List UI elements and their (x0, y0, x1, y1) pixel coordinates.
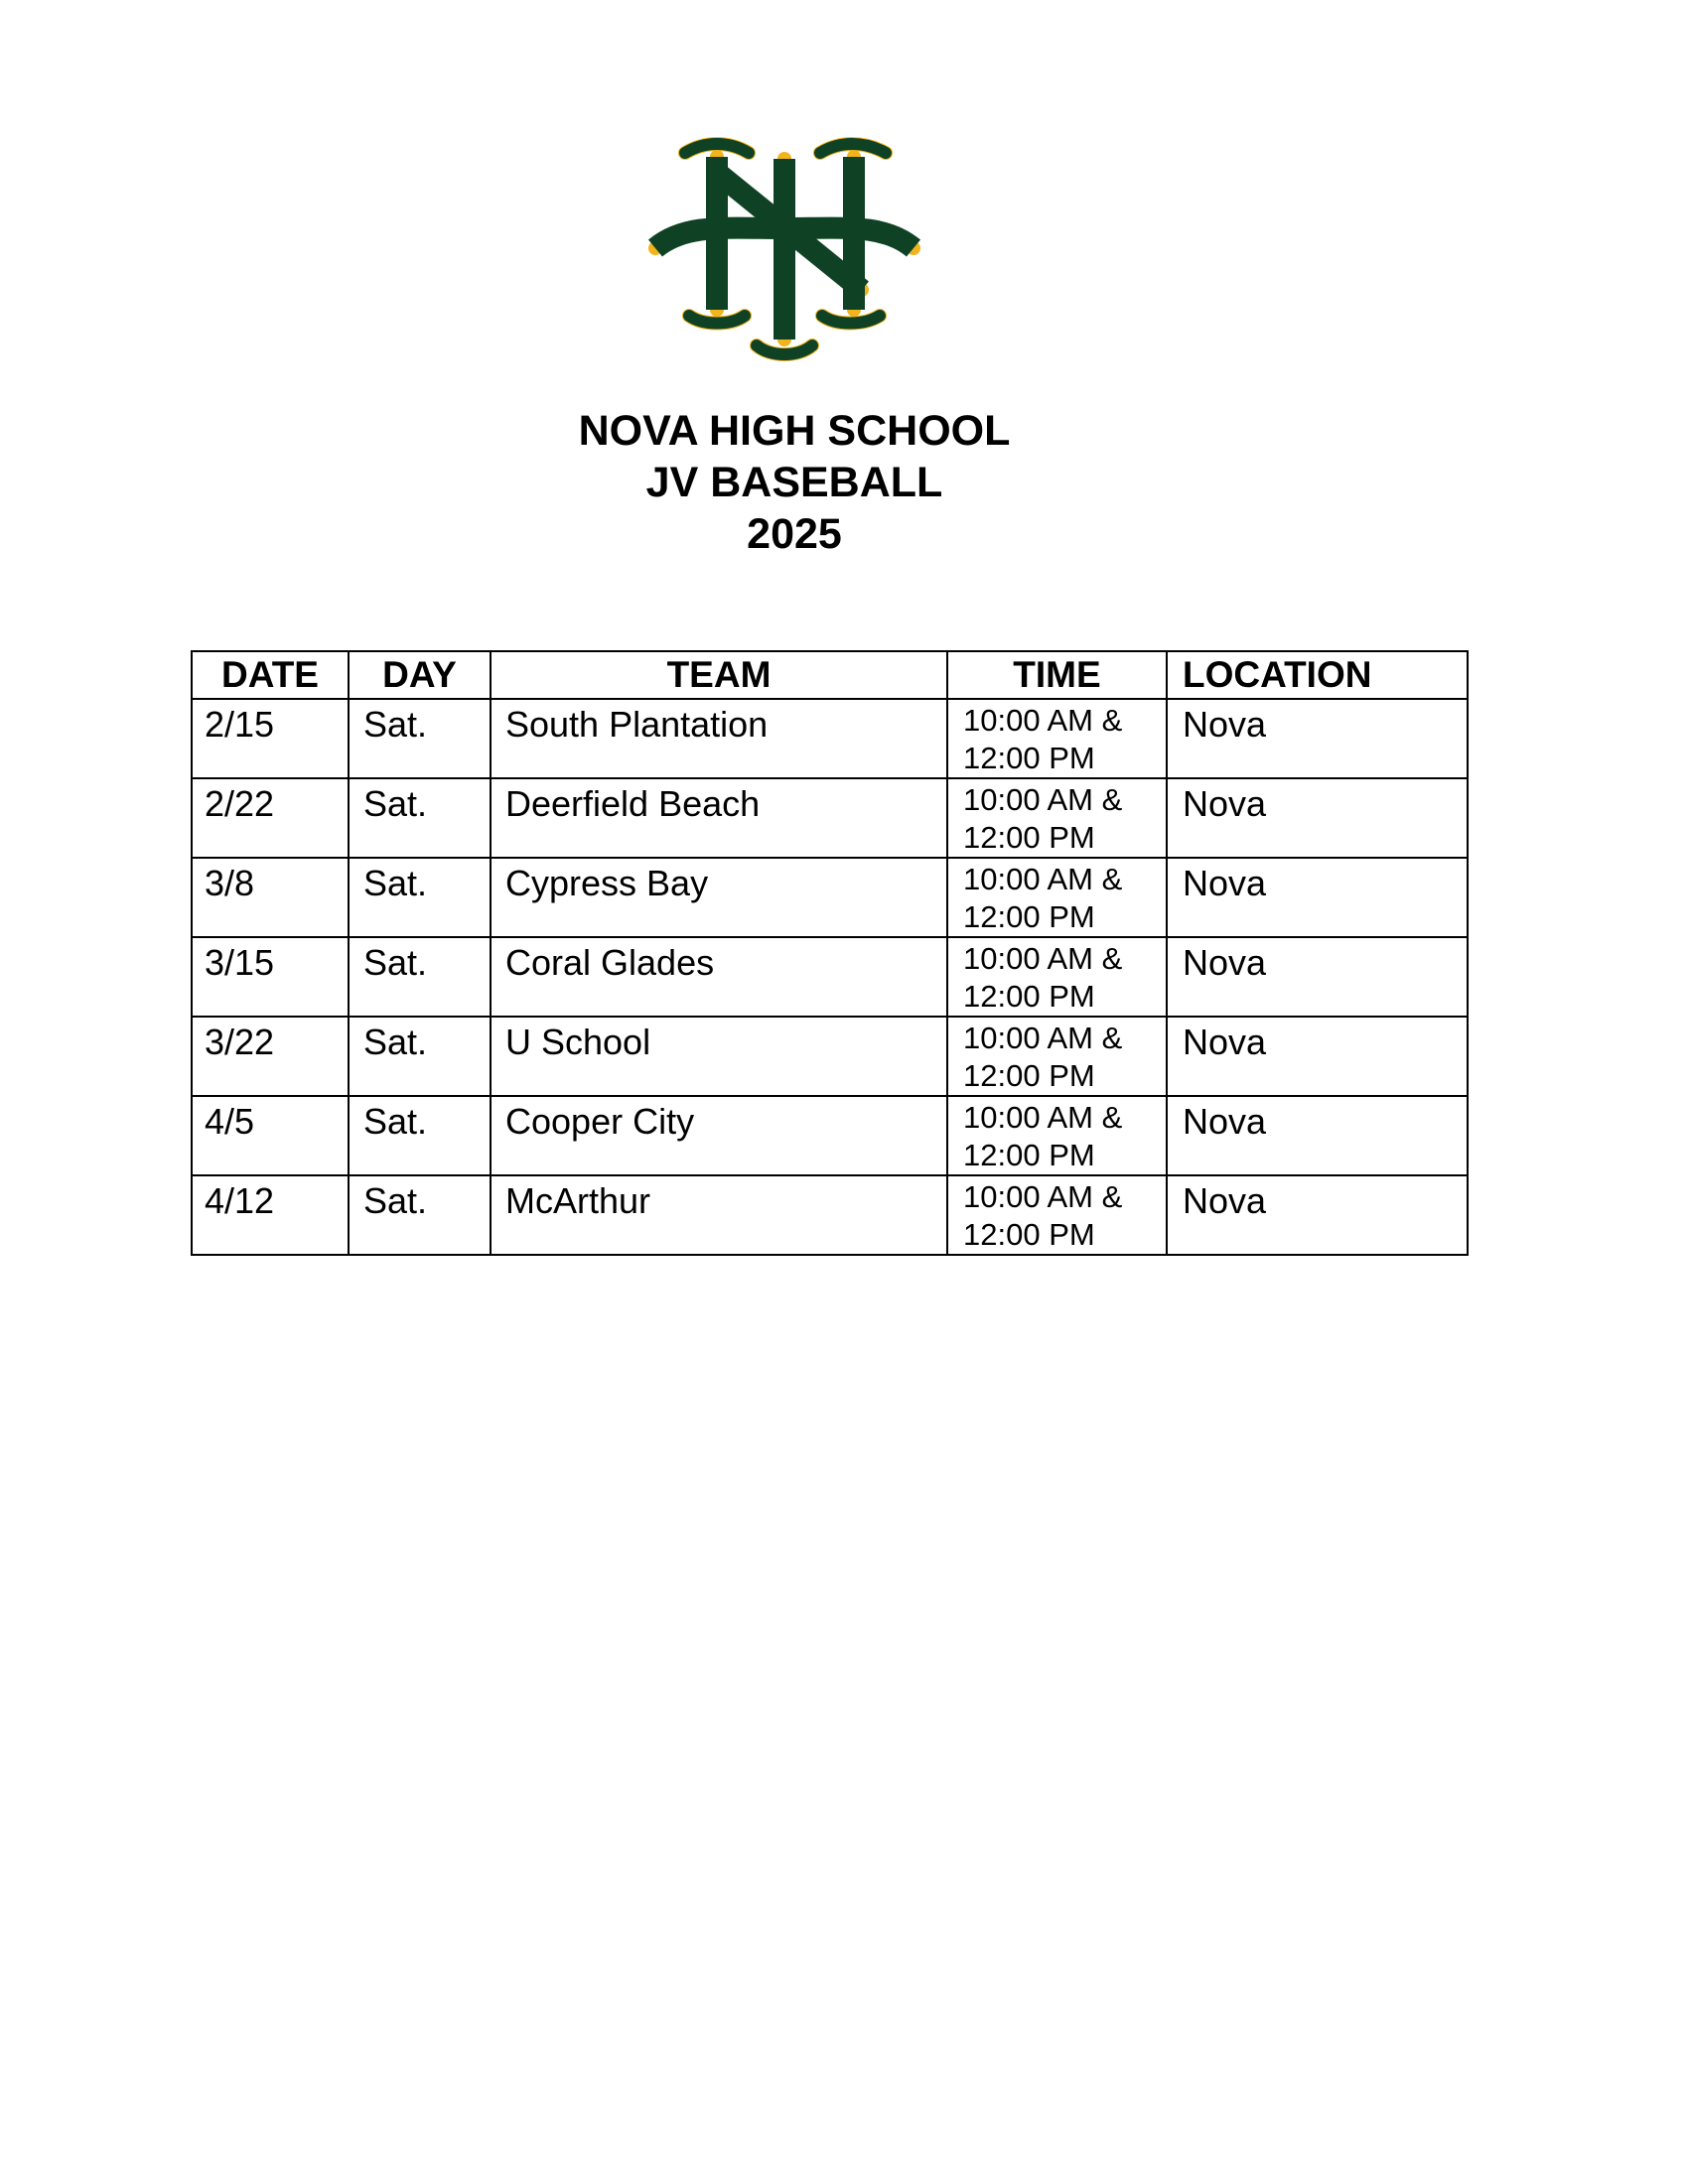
team-cell: South Plantation (491, 699, 947, 778)
day-cell: Sat. (349, 1096, 491, 1175)
time-cell: 10:00 AM & 12:00 PM (947, 1017, 1167, 1096)
table-row (192, 1096, 1468, 1175)
season-year: 2025 (747, 510, 842, 558)
location-cell: Nova (1167, 1017, 1468, 1096)
location-cell: Nova (1167, 1175, 1468, 1255)
date-cell: 3/15 (192, 937, 349, 1017)
date-cell: 3/8 (192, 858, 349, 937)
team-cell: Deerfield Beach (491, 778, 947, 858)
location-cell: Nova (1167, 858, 1468, 937)
location-cell: Nova (1167, 1096, 1468, 1175)
day-cell: Sat. (349, 858, 491, 937)
header-row (192, 651, 1468, 699)
schedule-table (191, 650, 1469, 1256)
team-cell: McArthur (491, 1175, 947, 1255)
table-row (192, 937, 1468, 1017)
table-row (192, 699, 1468, 778)
time-cell: 10:00 AM & 12:00 PM (947, 937, 1167, 1017)
time-cell: 10:00 AM & 12:00 PM (947, 858, 1167, 937)
header-time: TIME (947, 651, 1167, 699)
time-cell: 10:00 AM & 12:00 PM (947, 699, 1167, 778)
header-location: LOCATION (1167, 651, 1468, 699)
school-name: NOVA HIGH SCHOOL (578, 407, 1011, 455)
header-team: TEAM (491, 651, 947, 699)
date-cell: 4/12 (192, 1175, 349, 1255)
time-cell: 10:00 AM & 12:00 PM (947, 1175, 1167, 1255)
day-cell: Sat. (349, 1175, 491, 1255)
program-name: JV BASEBALL (645, 459, 943, 506)
time-cell: 10:00 AM & 12:00 PM (947, 1096, 1167, 1175)
date-cell: 2/22 (192, 778, 349, 858)
header-date: DATE (192, 651, 349, 699)
document-title (397, 405, 1192, 560)
table-row (192, 1017, 1468, 1096)
location-cell: Nova (1167, 778, 1468, 858)
date-cell: 4/5 (192, 1096, 349, 1175)
nova-nh-logo (645, 129, 923, 363)
day-cell: Sat. (349, 937, 491, 1017)
date-cell: 3/22 (192, 1017, 349, 1096)
time-cell: 10:00 AM & 12:00 PM (947, 778, 1167, 858)
day-cell: Sat. (349, 1017, 491, 1096)
location-cell: Nova (1167, 699, 1468, 778)
location-cell: Nova (1167, 937, 1468, 1017)
table-row (192, 1175, 1468, 1255)
day-cell: Sat. (349, 699, 491, 778)
table-row (192, 778, 1468, 858)
team-cell: Cypress Bay (491, 858, 947, 937)
day-cell: Sat. (349, 778, 491, 858)
date-cell: 2/15 (192, 699, 349, 778)
team-cell: U School (491, 1017, 947, 1096)
header-day: DAY (349, 651, 491, 699)
team-cell: Cooper City (491, 1096, 947, 1175)
team-cell: Coral Glades (491, 937, 947, 1017)
table-row (192, 858, 1468, 937)
